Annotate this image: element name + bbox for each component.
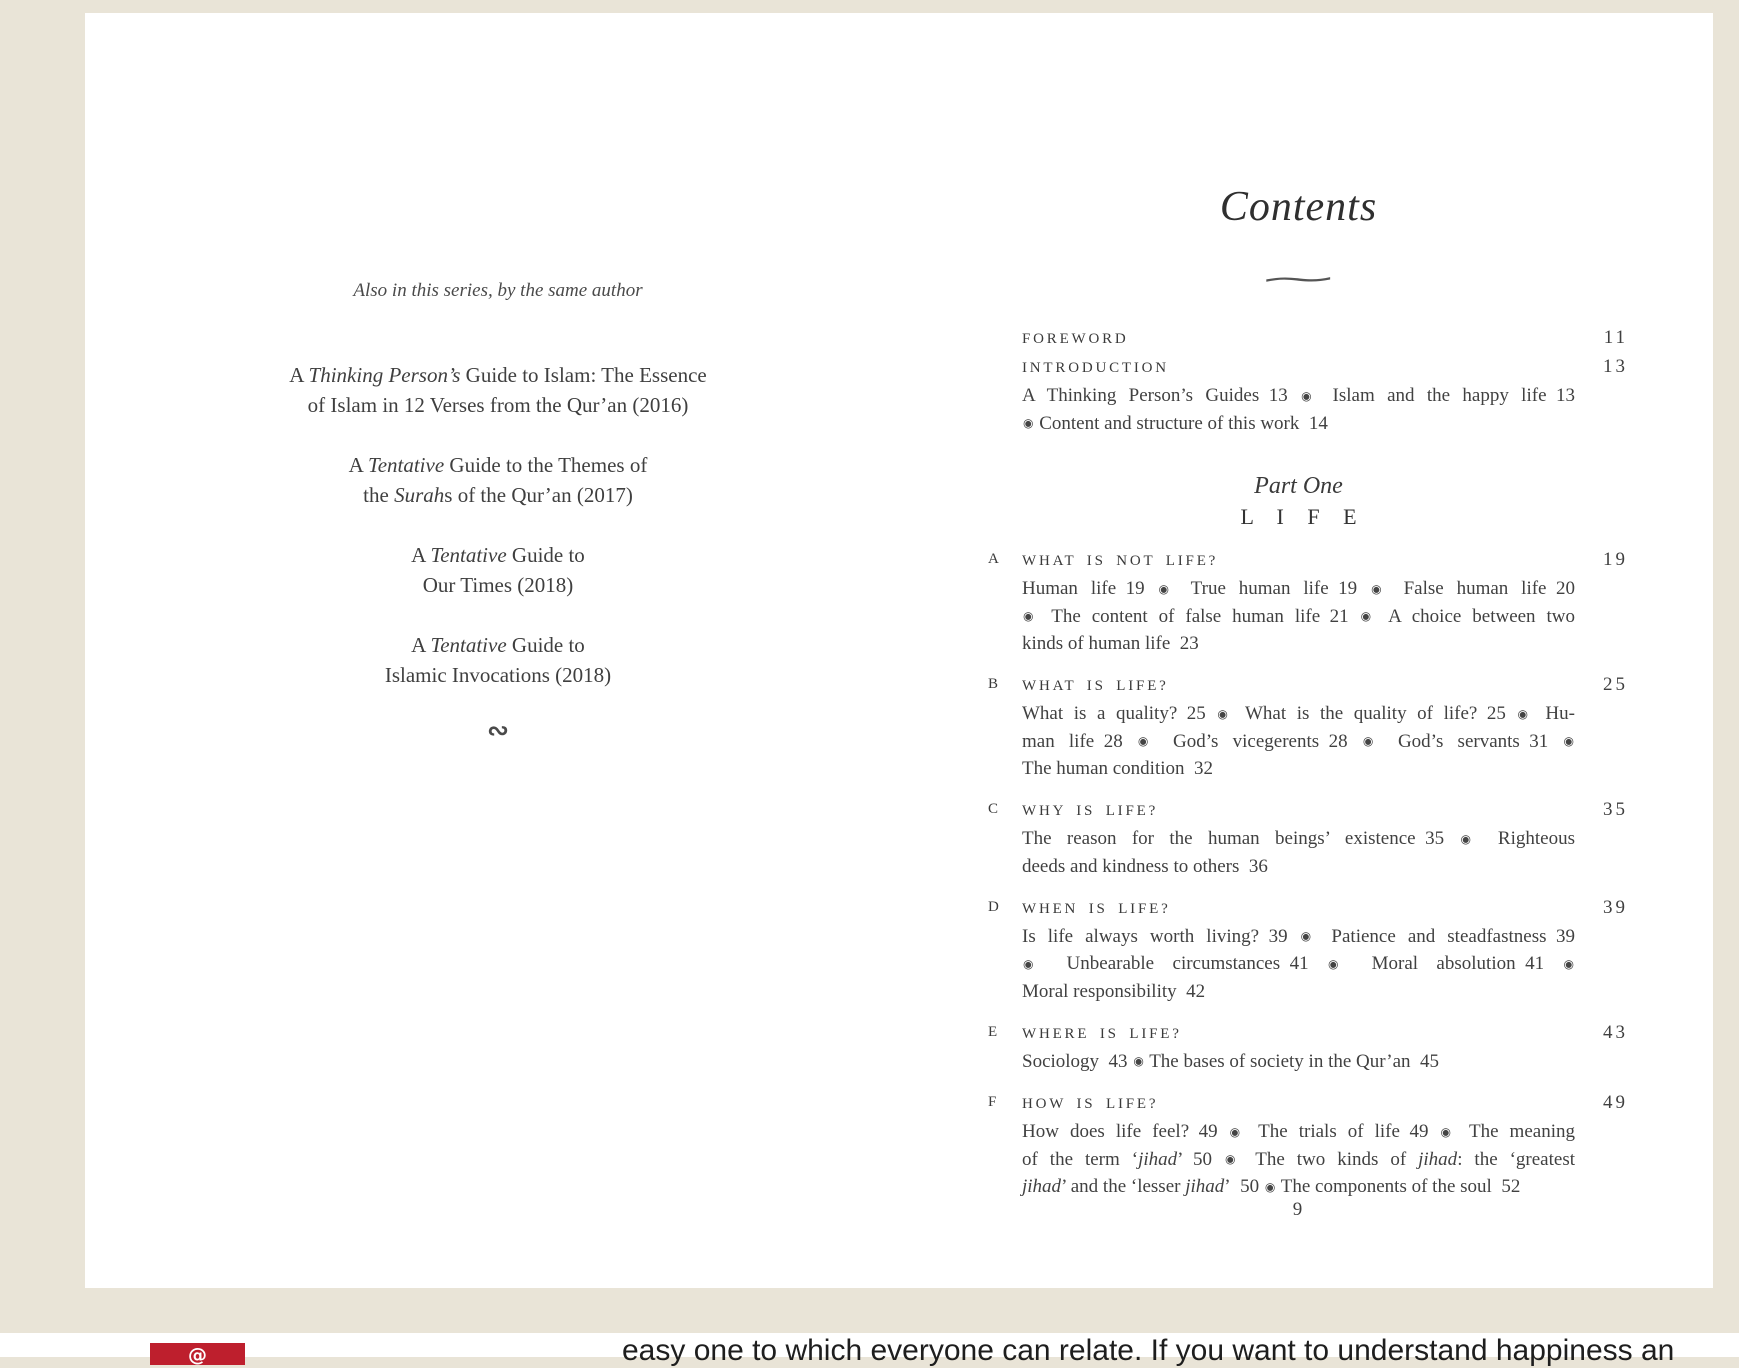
toc-subentry-line: Moral responsibility 42	[1022, 980, 1206, 1002]
toc-section-e	[988, 1019, 1628, 1076]
toc-subentry-line: ◉ The content of false human life 21 ◉ A choice between two	[1023, 605, 1575, 627]
section-heading: HOW IS LIFE?	[1022, 1096, 1159, 1112]
book-title-line: A Tentative Guide to the Themes of	[348, 453, 648, 477]
book-title-line: A Tentative Guide to	[411, 543, 585, 567]
section-page-number: 35	[1603, 799, 1628, 820]
series-book-list	[180, 360, 816, 720]
table-of-contents	[988, 324, 1628, 1201]
section-page-number: 39	[1603, 896, 1628, 918]
page-number: 9	[1292, 1199, 1305, 1220]
toc-entry-introduction	[1022, 353, 1628, 382]
section-letter: E	[988, 1023, 1000, 1040]
toc-section-a	[988, 546, 1628, 657]
toc-subentry-line: of the term ‘jihad’ 50 ◉ The two kinds of jihad: the ‘greatest	[1022, 1148, 1576, 1170]
toc-section-heading-row	[988, 546, 1628, 575]
toc-subentry-line: man life 28 ◉ God’s vicegerents 28 ◉ God’s servants 31 ◉	[1022, 730, 1574, 752]
section-letter: C	[988, 801, 1001, 817]
series-note: Also in this series, by the same author	[353, 280, 643, 301]
toc-section-b	[988, 671, 1628, 782]
toc-subentry-line: What is a quality? 25 ◉ What is the quality of life? 25 ◉ Hu-	[1022, 703, 1575, 724]
book-entry	[180, 630, 816, 690]
toc-subentry-line: deeds and kindness to others 36	[1022, 855, 1268, 877]
toc-section-heading-row	[988, 671, 1628, 700]
tilde-ornament: ∼	[1255, 263, 1342, 295]
toc-subentry-line: ◉ Unbearable circumstances 41 ◉ Moral absolution 41 ◉	[1023, 953, 1574, 974]
section-letter: A	[988, 551, 1002, 567]
toc-subentry-line: kinds of human life 23	[1022, 633, 1199, 654]
book-title-line: of Islam in 12 Verses from the Qur’an (2016)	[307, 393, 689, 417]
front-matter	[1022, 324, 1628, 437]
section-heading: WHY IS LIFE?	[1022, 803, 1159, 819]
book-title-line: A Thinking Person’s Guide to Islam: The Essence	[289, 363, 707, 387]
book-entry	[180, 450, 816, 510]
toc-subentry-line: A Thinking Person’s Guides 13 ◉ Islam and the happy life 13	[1022, 385, 1575, 406]
logo-glyph: @	[188, 1344, 207, 1366]
part-one-block	[1022, 470, 1575, 532]
toc-subentry-line: Is life always worth living? 39 ◉ Patience and steadfastness 39	[1022, 925, 1575, 947]
toc-section-heading-row	[988, 1089, 1628, 1118]
toc-entry-label: FOREWORD	[1022, 331, 1129, 347]
section-page-number: 49	[1603, 1092, 1628, 1113]
section-heading: WHAT IS NOT LIFE?	[1022, 553, 1219, 569]
toc-section-d	[988, 894, 1628, 1005]
section-letter: D	[988, 898, 1002, 915]
toc-section-f	[988, 1089, 1628, 1201]
toc-entry-page: 11	[1603, 327, 1628, 348]
toc-section-c	[988, 796, 1628, 880]
toc-subentry-line: Sociology 43 ◉ The bases of society in the Qur’an 45	[1022, 1050, 1440, 1072]
part-title: L I F E	[1240, 504, 1366, 529]
contents-title: Contents	[1219, 184, 1378, 230]
leaf-ornament: ∾	[487, 716, 509, 746]
section-letter: F	[988, 1094, 1000, 1110]
section-heading: WHERE IS LIFE?	[1022, 1025, 1182, 1042]
underlying-page-text: easy one to which everyone can relate. If you want to understand happiness an	[622, 1334, 1675, 1367]
book-entry	[180, 540, 816, 600]
section-page-number: 43	[1603, 1021, 1628, 1043]
toc-sections	[988, 546, 1628, 1201]
toc-subentry-line: The reason for the human beings’ existence 35 ◉ Righteous	[1022, 828, 1575, 849]
part-name: Part One	[1254, 473, 1343, 499]
book-title-line: A Tentative Guide to	[411, 633, 585, 657]
toc-section-heading-row	[988, 894, 1628, 923]
toc-subentry-line: How does life feel? 49 ◉ The trials of life 49 ◉ The meaning	[1022, 1121, 1575, 1142]
book-title-line: Our Times (2018)	[422, 573, 574, 597]
section-page-number: 19	[1603, 549, 1628, 570]
book-title-line: the Surahs of the Qur’an (2017)	[363, 483, 633, 507]
toc-section-heading-row	[988, 1019, 1628, 1048]
toc-section-heading-row	[988, 796, 1628, 825]
toc-entry-foreword	[1022, 324, 1628, 353]
book-page-spread	[85, 13, 1713, 1288]
section-letter: B	[988, 676, 1001, 692]
book-title-line: Islamic Invocations (2018)	[384, 663, 612, 687]
toc-subentry-line: Human life 19 ◉ True human life 19 ◉ False human life 20	[1022, 578, 1575, 599]
toc-subentry-line: ◉ Content and structure of this work 14	[1023, 412, 1328, 434]
section-page-number: 25	[1603, 674, 1628, 695]
red-logo-icon[interactable]	[150, 1343, 245, 1365]
bottom-strip	[0, 1333, 1739, 1367]
toc-subentry-line: jihad’ and the ‘lesser jihad’ 50 ◉ The components of the soul 52	[1022, 1176, 1521, 1197]
section-heading: WHEN IS LIFE?	[1022, 900, 1171, 917]
toc-subentry-line: The human condition 32	[1022, 758, 1214, 779]
book-entry	[180, 360, 816, 420]
toc-entry-page: 13	[1603, 356, 1628, 377]
section-heading: WHAT IS LIFE?	[1022, 678, 1169, 694]
toc-entry-label: INTRODUCTION	[1022, 360, 1169, 376]
